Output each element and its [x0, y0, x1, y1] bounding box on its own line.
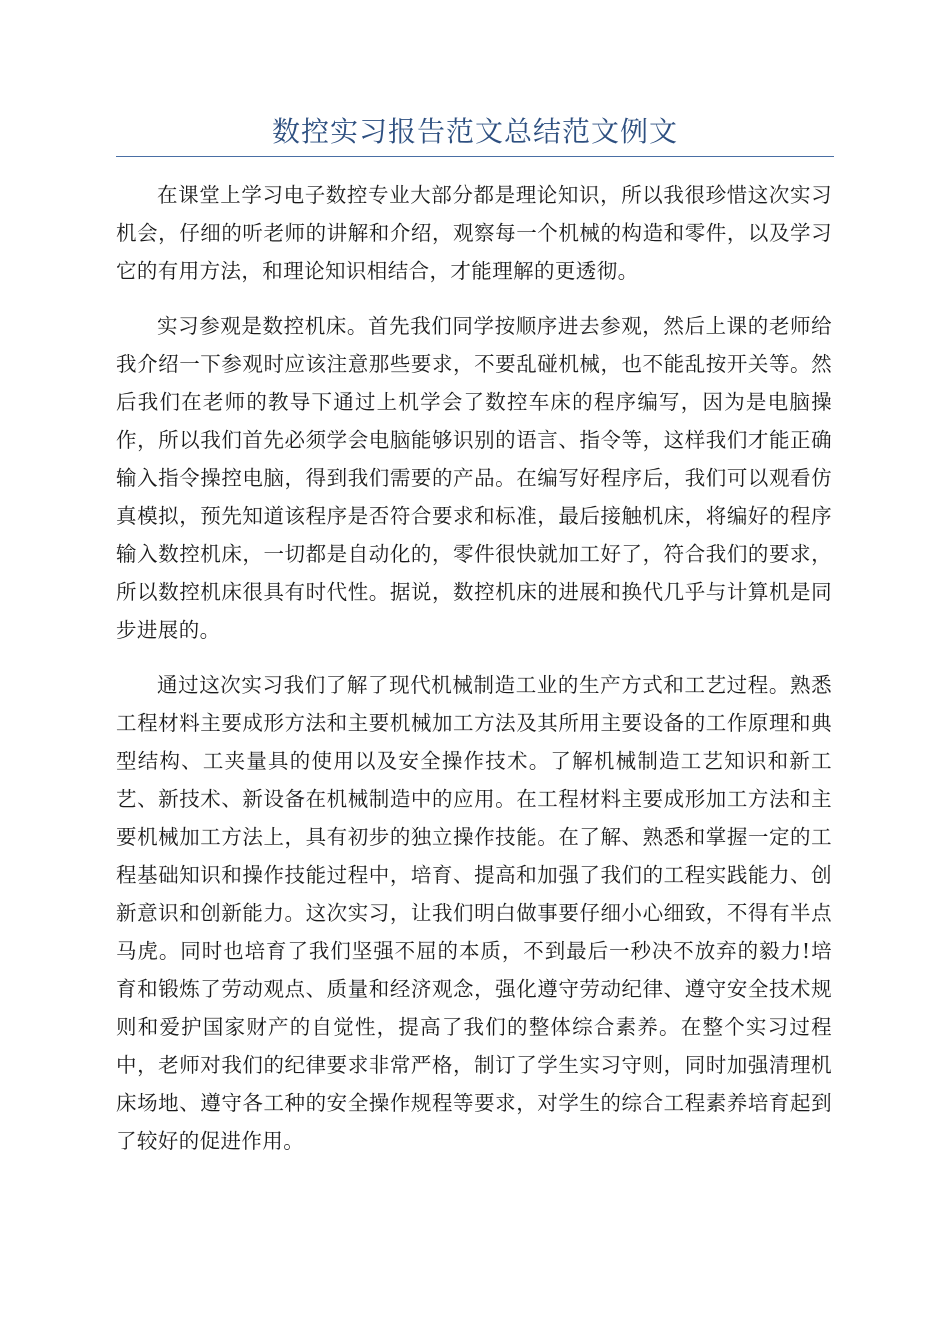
title-block — [116, 112, 834, 157]
paragraph-1: 在课堂上学习电子数控专业大部分都是理论知识，所以我很珍惜这次实习机会，仔细的听老师的讲解和介绍，观察每一个机械的构造和零件，以及学习它的有用方法，和理论知识相结合，才能理解的更透彻。 — [116, 183, 832, 283]
document-title: 数控实习报告范文总结范文例文 — [271, 115, 678, 148]
paragraph-2: 实习参观是数控机床。首先我们同学按顺序进去参观，然后上课的老师给我介绍一下参观时应该注意那些要求，不要乱碰机械，也不能乱按开关等。然后我们在老师的教导下通过上机学会了数控车床的程序编写，因为是电脑操作，所以我们首先必须学会电脑能够识别的语言、指令等，这样我们才能正确输入指令操控电脑，得到我们需要的产品。在编写好程序后，我们可以观看仿真模拟，预先知道该程序是否符合要求和标准，最后接触机床，将编好的程序输入数控机床，一切都是自动化的，零件很快就加工好了，符合我们的要求，所以数控机床很具有时代性。据说，数控机床的进展和换代几乎与计算机是同步进展的。 — [116, 314, 832, 642]
document-body — [116, 176, 832, 1177]
paragraph-3: 通过这次实习我们了解了现代机械制造工业的生产方式和工艺过程。熟悉工程材料主要成形方法和主要机械加工方法及其所用主要设备的工作原理和典型结构、工夹量具的使用以及安全操作技术。了解机械制造工艺知识和新工艺、新技术、新设备在机械制造中的应用。在工程材料主要成形加工方法和主要机械加工方法上，具有初步的独立操作技能。在了解、熟悉和掌握一定的工程基础知识和操作技能过程中，培育、提高和加强了我们的工程实践能力、创新意识和创新能力。这次实习，让我们明白做事要仔细小心细致，不得有半点马虎。同时也培育了我们坚强不屈的本质，不到最后一秒决不放弃的毅力!培育和锻炼了劳动观点、质量和经济观念，强化遵守劳动纪律、遵守安全技术规则和爱护国家财产的自觉性，提高了我们的整体综合素养。在整个实习过程中，老师对我们的纪律要求非常严格，制订了学生实习守则，同时加强清理机床场地、遵守各工种的安全操作规程等要求，对学生的综合工程素养培育起到了较好的促进作用。 — [116, 673, 832, 1153]
